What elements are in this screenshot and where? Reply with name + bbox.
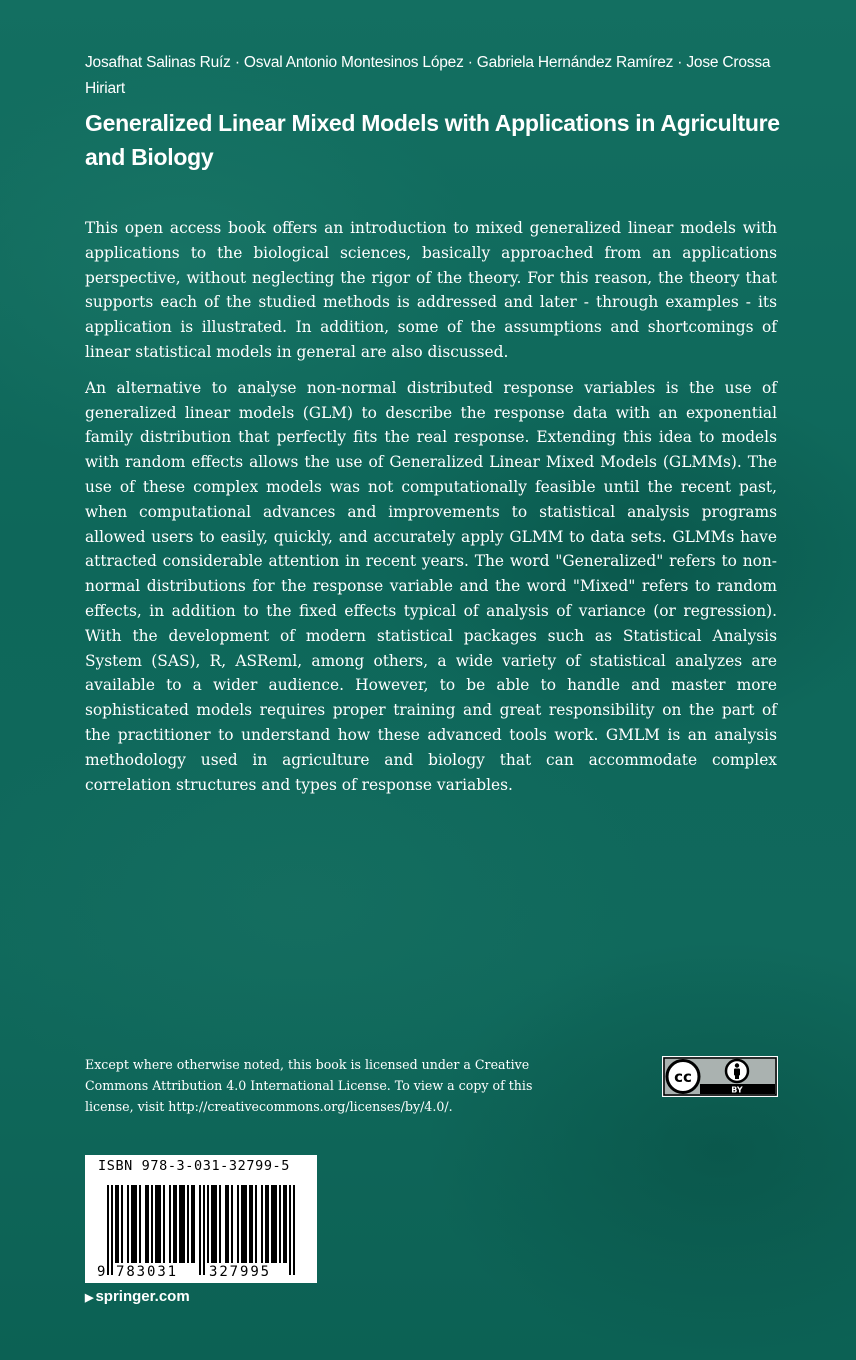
description-paragraph-2: An alternative to analyse non-normal distributed response variables is the use of generalized linear models (GLM) to describe the response data with an exponential family distribution that perfectly fits the real response. Extending this idea to models with random effects allows the use of Generalized Linear Mixed Models (GLMMs). The use of these complex models was not computationally feasible until the recent past, when computational advances and improvements to statistical analysis programs allowed users to easily, quickly, and accurately apply GLMM to data sets. GLMMs have attracted considerable attention in recent years. The word "Generalized" refers to non-normal distributions for the response variable and the word "Mixed" refers to random effects, in addition to the fixed effects typical of analysis of variance (or regression). With the development of modern statistical packages such as Statistical Analysis System (SAS), R, ASReml, among others, a wide variety of statistical analyzes are available to a wider audience. However, to be able to handle and master more sophisticated models requires proper training and great responsibility on the part of the practitioner to understand how these advanced tools work. GMLM is an analysis methodology used in agriculture and biology that can accommodate complex correlation structures and types of response variables. [85,378,777,794]
publisher-url: springer.com [95,1288,190,1305]
cc-icon-label: cc [674,1068,692,1086]
isbn-barcode [85,1155,317,1283]
barcode-bars [107,1185,295,1275]
book-title: Generalized Linear Mixed Models with Applications in Agriculture and Biology [85,110,780,170]
arrow-right-icon: ▶ [85,1292,94,1304]
book-description [85,216,777,808]
barcode-digits-left: 783031 [116,1264,178,1280]
cc-by-license-badge[interactable] [662,1056,778,1097]
isbn-label: ISBN 978-3-031-32799-5 [98,1158,291,1174]
author-list: Josafhat Salinas Ruíz · Osval Antonio Montesinos López · Gabriela Hernández Ramírez · Jose Crossa Hiriart [85,54,771,97]
barcode-digits-right: 327995 [209,1264,271,1280]
publisher-link[interactable] [85,1288,190,1305]
license-notice: Except where otherwise noted, this book is licensed under a Creative Commons Attribution 4.0 International License. To view a copy of this license, visit http://creativecommons.org/licenses/by/4.0/. [85,1057,533,1114]
by-label: BY [731,1085,743,1095]
description-paragraph-1: This open access book offers an introduction to mixed generalized linear models with applications to the biological sciences, basically approached from an applications perspective, without neglecting the rigor of the theory. For this reason, the theory that supports each of the studied methods is addressed and later - through examples - its application is illustrated. In addition, some of the assumptions and shortcomings of linear statistical models in general are also discussed. [85,219,777,361]
barcode-digit-first: 9 [97,1264,106,1280]
